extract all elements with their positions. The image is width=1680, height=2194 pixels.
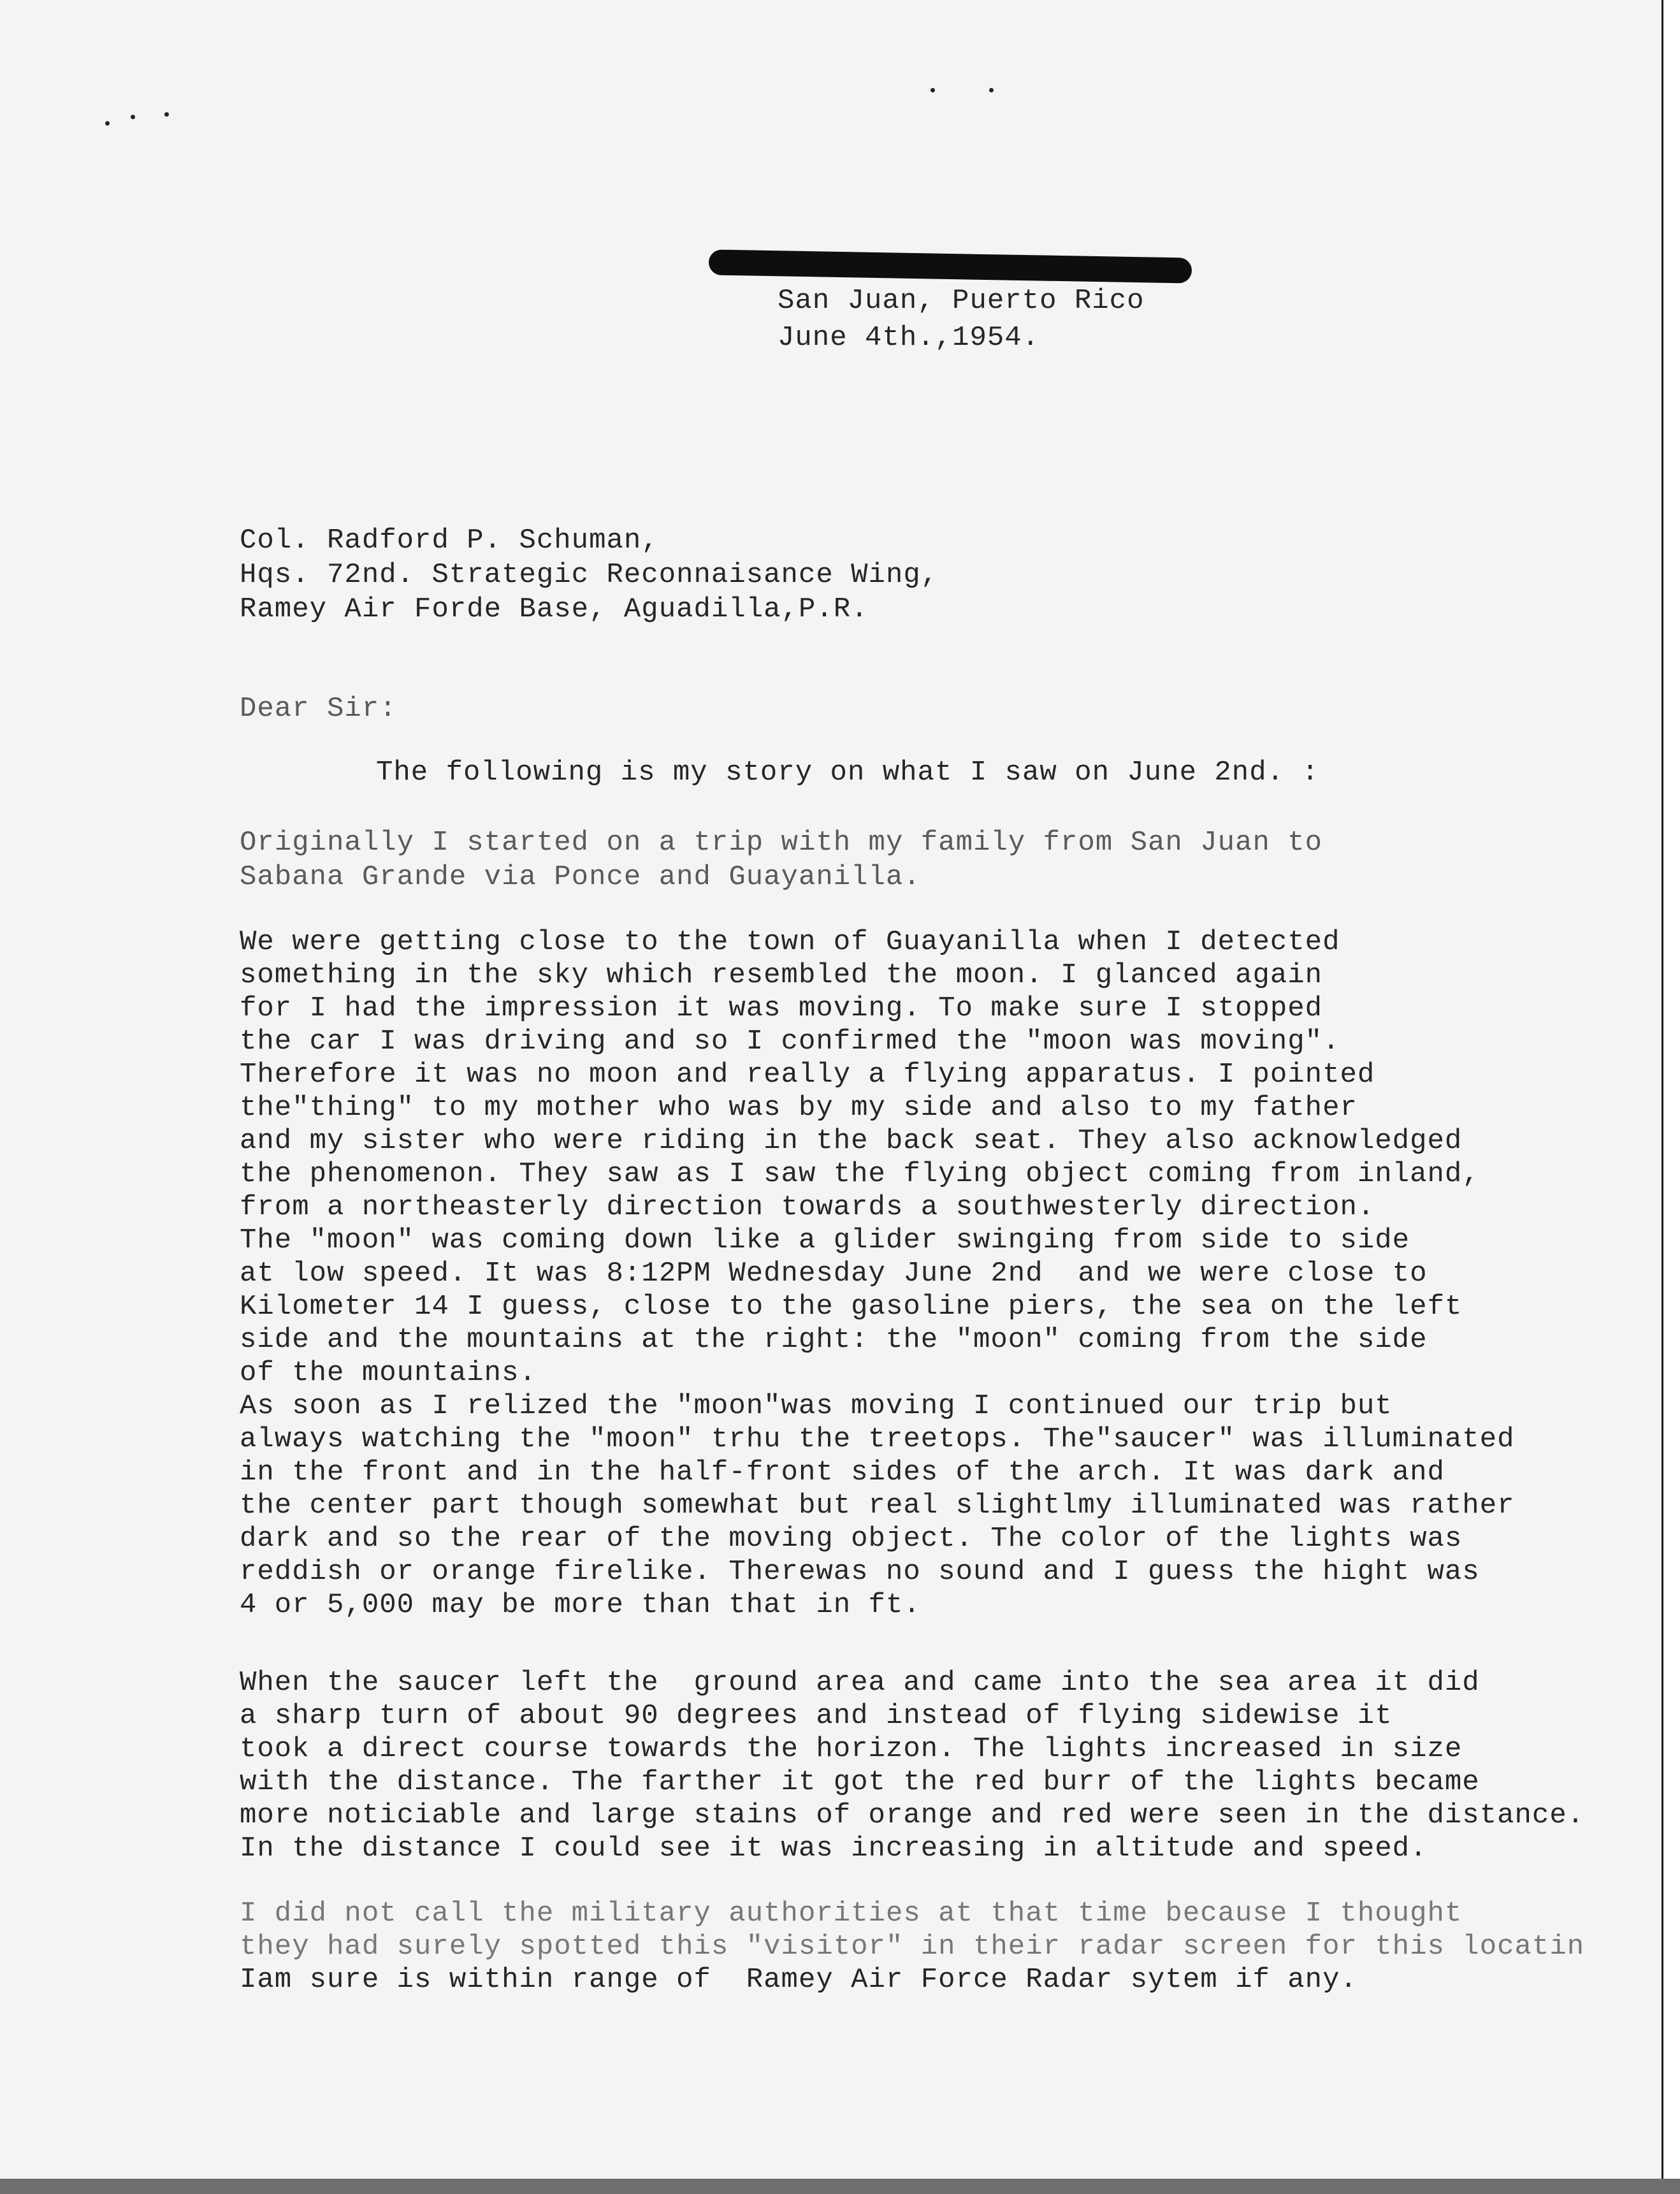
body-line: the center part though somewhat but real slightlmy illuminated was rather	[240, 1490, 1515, 1522]
body-line: took a direct course towards the horizon. The lights increased in size	[240, 1733, 1463, 1765]
body-line: reddish or orange firelike. Therewas no sound and I guess the hight was	[240, 1556, 1480, 1588]
body-line: and my sister who were riding in the back seat. They also acknowledged	[240, 1125, 1463, 1157]
speck-mark	[131, 115, 135, 119]
letter-place: San Juan, Puerto Rico	[778, 285, 1145, 317]
body-line: Therefore it was no moon and really a flying apparatus. I pointed	[240, 1059, 1375, 1091]
body-line: from a northeasterly direction towards a southwesterly direction.	[240, 1191, 1375, 1223]
body-line: Kilometer 14 I guess, close to the gasoline piers, the sea on the left	[240, 1291, 1463, 1323]
body-line: We were getting close to the town of Guayanilla when I detected	[240, 926, 1340, 958]
body-line: with the distance. The farther it got the red burr of the lights became	[240, 1766, 1480, 1798]
body-line: for I had the impression it was moving. To make sure I stopped	[240, 992, 1323, 1024]
body-line: Originally I started on a trip with my family from San Juan to	[240, 827, 1323, 859]
body-line: in the front and in the half-front sides of the arch. It was dark and	[240, 1457, 1445, 1488]
body-line: Iam sure is within range of Ramey Air Force Radar sytem if any.	[240, 1964, 1358, 1996]
body-line: the"thing" to my mother who was by my side and also to my father	[240, 1092, 1358, 1124]
body-line: dark and so the rear of the moving object. The color of the lights was	[240, 1523, 1463, 1555]
body-line: always watching the "moon" trhu the treetops. The"saucer" was illuminated	[240, 1423, 1515, 1455]
body-line: a sharp turn of about 90 degrees and instead of flying sidewise it	[240, 1700, 1393, 1732]
body-line: When the saucer left the ground area and came into the sea area it did	[240, 1667, 1480, 1699]
body-line: of the mountains.	[240, 1357, 537, 1389]
body-line: they had surely spotted this "visitor" in their radar screen for this locatin	[240, 1931, 1585, 1963]
body-line: at low speed. It was 8:12PM Wednesday June 2nd and we were close to	[240, 1258, 1428, 1290]
recipient-name: Col. Radford P. Schuman,	[240, 525, 659, 556]
body-line: As soon as I relized the "moon"was moving I continued our trip but	[240, 1390, 1393, 1422]
body-line: side and the mountains at the right: the "moon" coming from the side	[240, 1324, 1428, 1356]
salutation: Dear Sir:	[240, 693, 397, 725]
body-line: The "moon" was coming down like a glider swinging from side to side	[240, 1224, 1410, 1256]
letter-date: June 4th.,1954.	[778, 322, 1040, 354]
body-line: Sabana Grande via Ponce and Guayanilla.	[240, 861, 921, 893]
speck-mark	[989, 88, 994, 92]
redaction-bar	[709, 249, 1192, 283]
body-line: something in the sky which resembled the moon. I glanced again	[240, 959, 1323, 991]
body-line: 4 or 5,000 may be more than that in ft.	[240, 1589, 921, 1621]
recipient-unit: Hqs. 72nd. Strategic Reconnaisance Wing,	[240, 559, 939, 591]
recipient-base: Ramey Air Forde Base, Aguadilla,P.R.	[240, 593, 869, 625]
body-line: the car I was driving and so I confirmed the "moon was moving".	[240, 1026, 1340, 1057]
body-line: I did not call the military authorities at that time because I thought	[240, 1898, 1463, 1929]
body-line: the phenomenon. They saw as I saw the flying object coming from inland,	[240, 1158, 1480, 1190]
speck-mark	[105, 121, 110, 126]
scan-bottom-edge	[0, 2179, 1680, 2194]
body-line: In the distance I could see it was increasing in altitude and speed.	[240, 1833, 1428, 1864]
speck-mark	[931, 88, 935, 92]
speck-mark	[164, 112, 169, 117]
body-line: more noticiable and large stains of orange and red were seen in the distance.	[240, 1799, 1585, 1831]
intro-line: The following is my story on what I saw on June 2nd. :	[376, 757, 1319, 788]
